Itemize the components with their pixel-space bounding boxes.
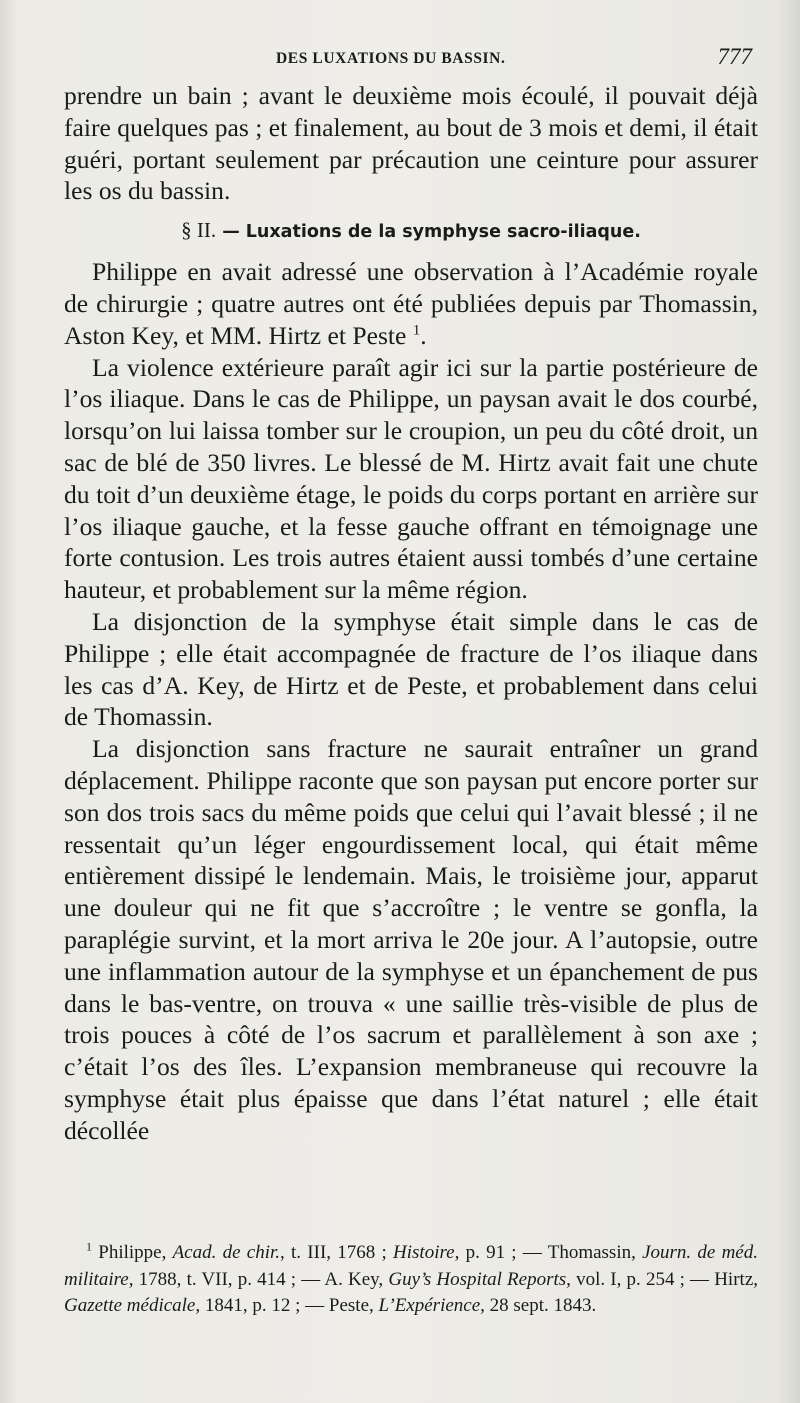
paragraph-text: Philippe en avait adressé une observation à l’Académie royale de chirurgie ; quatre autres ont été publiées depuis par Thomassin, Aston Key, et MM. Hirtz et Peste [64, 257, 758, 350]
footnote-italic: Histoire, [393, 1242, 460, 1263]
page-number: 777 [717, 44, 752, 69]
paragraph: La disjonction de la symphyse était simple dans le cas de Philippe ; elle était accompagnée de fracture de l’os iliaque dans les cas d’A. Key, de Hirtz et de Peste, et probablement dans celui de Thomassin. [64, 606, 758, 732]
footnote-mark: 1 [86, 1239, 92, 1254]
footnote-text: vol. I, p. 254 ; — Hirtz, [570, 1268, 759, 1290]
footnote-text: p. 91 ; — Thomassin, [459, 1242, 643, 1263]
footnote-italic: Acad. de chir. [172, 1242, 281, 1263]
paragraph [64, 256, 758, 351]
paragraph-continued: prendre un bain ; avant le deuxième mois écoulé, il pouvait déjà faire quelques pas ; et finalement, au bout de 3 mois et demi, il était guéri, portant seulement par précaution une ceinture pour assurer les os du bassin. [64, 81, 758, 206]
footnote-text: 28 sept. 1843. [484, 1295, 597, 1316]
footnote-italic: Journ. de méd. militaire, [64, 1242, 758, 1290]
paragraph-end: . [420, 320, 427, 350]
page-header [0, 44, 800, 78]
footnote-italic: Gazette médicale, [64, 1295, 201, 1316]
footnote-italic: L’Expérience, [378, 1295, 485, 1316]
footnote-text: 1788, t. VII, p. 414 ; — A. Key, [133, 1268, 389, 1290]
section-title: Luxations de la symphyse sacro-iliaque. [245, 222, 641, 243]
footnote-reference[interactable]: 1 [412, 322, 421, 339]
running-title: DES LUXATIONS DU BASSIN. [276, 50, 506, 67]
footnote-divider [64, 1234, 758, 1235]
paragraph: La violence extérieure paraît agir ici sur la partie postérieure de l’os iliaque. Dans le cas de Philippe, un paysan avait le dos courbé, lorsqu’on lui laissa tomber sur le croupion, un peu du côté droit, un sac de blé de 350 livres. Le blessé de M. Hirtz avait fait une chute du toit d’un deuxième étage, le poids du corps portant en arrière sur l’os iliaque gauche, et la fesse gauche offrant en témoignage une forte contusion. Les trois autres étaient aussi tombés d’une certaine hauteur, et probablement sur la même région. [64, 352, 758, 605]
footnote-text: Philippe, [98, 1242, 173, 1263]
section-number: § II. [181, 218, 217, 243]
footnote [64, 1240, 758, 1320]
body-text [64, 80, 758, 1147]
paragraph: La disjonction sans fracture ne saurait entraîner un grand déplacement. Philippe raconte que son paysan put encore porter sur son dos trois sacs du même poids que celui qui l’avait blessé ; il ne ressentait qu’un léger engourdissement local, qui était même entièrement dissipé le lendemain. Mais, le troisième jour, apparut une douleur qui ne fit que s’accroître ; le ventre se gonfla, la paraplégie survint, et la mort arriva le 20e jour. A l’autopsie, outre une inflammation autour de la symphyse et un épanchement de pus dans le bas-ventre, on trouva « une saillie très-visible de plus de trois pouces à côté de l’os sacrum et parallèlement à son axe ; c’était l’os des îles. L’expansion membraneuse qui recouvre la symphyse était plus épaisse que dans l’état naturel ; elle était décollée [64, 734, 758, 1145]
footnote-text: , t. III, 1768 ; [280, 1242, 394, 1263]
section-heading [64, 215, 758, 247]
section-dash: — [222, 222, 240, 243]
footnote-italic: Guy’s Hospital Reports, [388, 1268, 571, 1290]
footnote-text: 1841, p. 12 ; — Peste, [200, 1295, 379, 1316]
